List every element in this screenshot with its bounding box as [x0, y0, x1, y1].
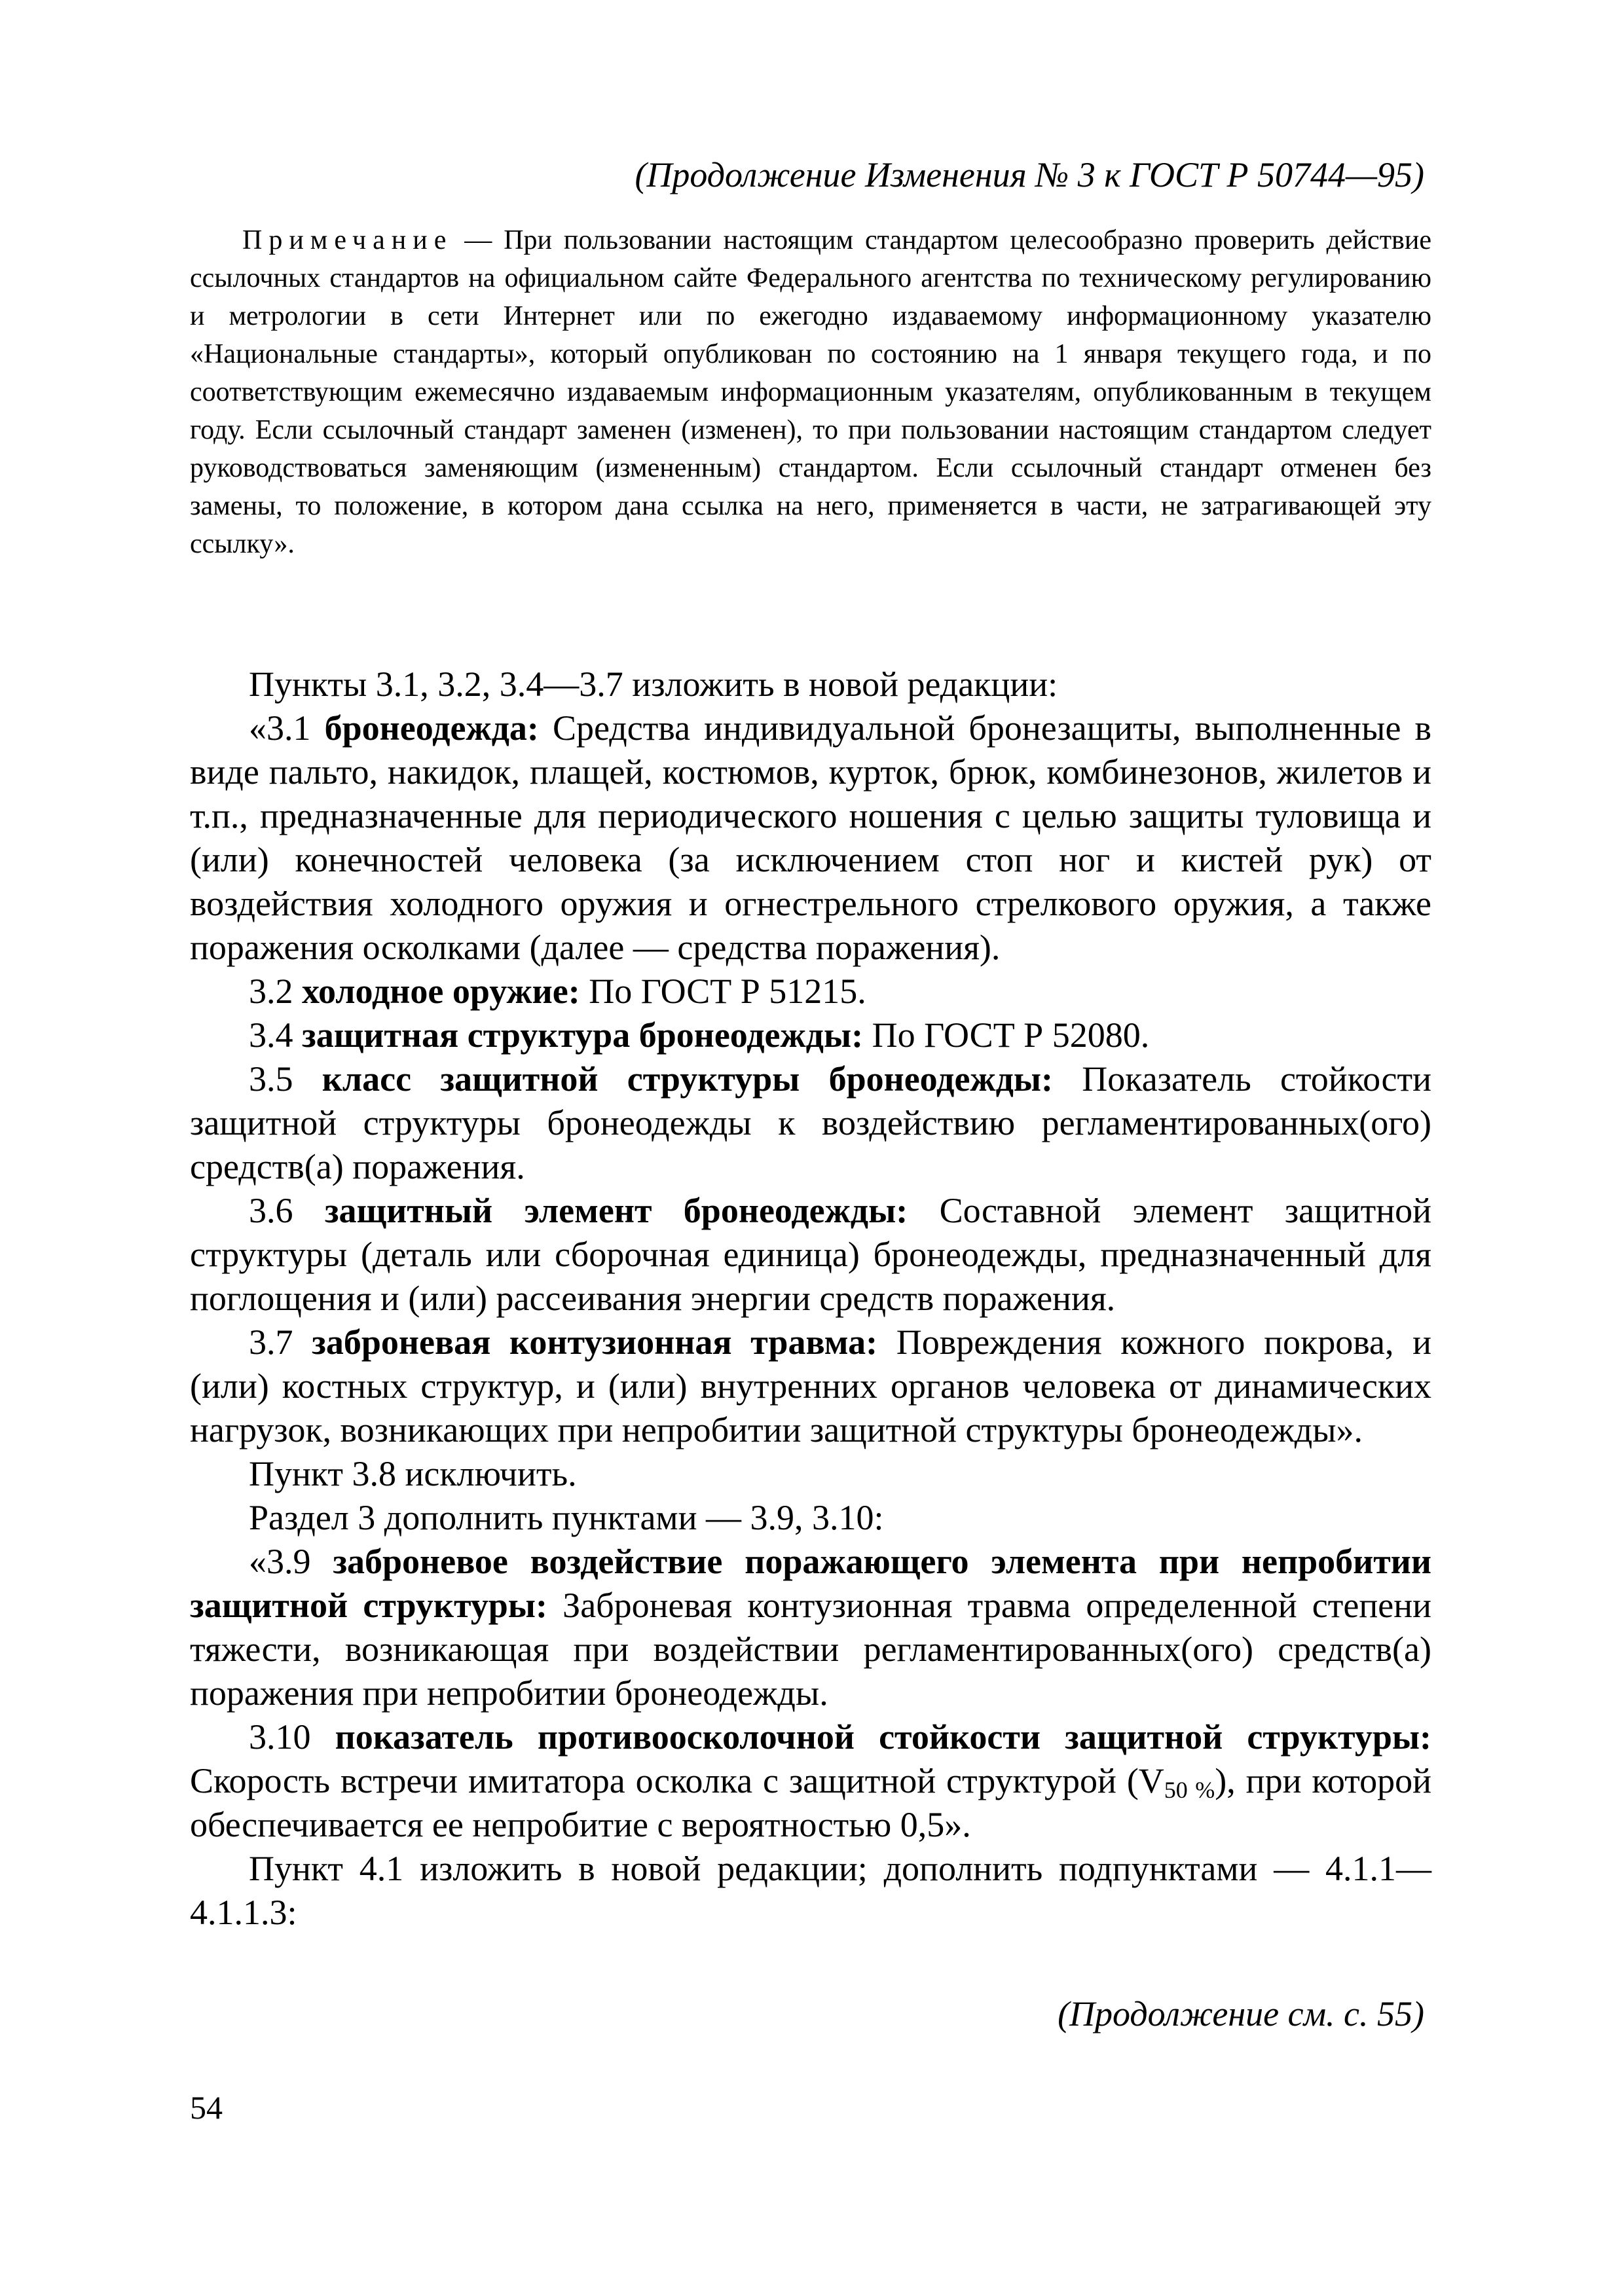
- paragraph: Пункт 3.8 исключить.: [249, 1454, 577, 1493]
- term: заброневое воздействие поражающего элемента при непробитии защитной структуры:: [190, 1542, 1432, 1625]
- note-label: Примечание: [242, 225, 453, 255]
- running-header: (Продолжение Изменения № 3 к ГОСТ Р 50744—95): [635, 155, 1424, 194]
- paragraph-3-10: 3.10 показатель противоосколочной стойкости защитной структуры: Скорость встречи имитатора осколка с защитной структурой $(V_{50 \%})$, при которой обеспечивается ее непробитие с вероятностью 0,5».: [190, 1717, 1431, 1844]
- paragraph-3-7: 3.7 заброневая контузионная травма: Повреждения кожного покрова, и (или) костных структур, и (или) внутренних органов человека от динамических нагрузок, возникающих при непробитии защитной структуры бронеодежды».: [190, 1322, 1432, 1449]
- term: защитный элемент бронеодежды:: [324, 1191, 908, 1230]
- paragraph-3-5: 3.5 класс защитной структуры бронеодежды: Показатель стойкости защитной структуры бронеодежды к воздействию регламентированных(ого) средств(а) поражения.: [190, 1059, 1431, 1186]
- term: холодное оружие:: [302, 972, 580, 1011]
- note-block: [190, 221, 1431, 563]
- term: бронеодежда:: [324, 708, 539, 748]
- paragraph: Раздел 3 дополнить пунктами — 3.9, 3.10:: [249, 1498, 884, 1537]
- paragraph-3-4: 3.4 защитная структура бронеодежды: По ГОСТ Р 52080.: [249, 1015, 1150, 1055]
- paragraph-3-9: «3.9 заброневое воздействие поражающего элемента при непробитии защитной структуры: Заброневая контузионная травма определенной степени тяжести, возникающая при воздействии регламентированных(ого) средств(а) поражения при непробитии бронеодежды.: [190, 1542, 1432, 1713]
- paragraph-3-1: «3.1 бронеодежда: Средства индивидуальной бронезащиты, выполненные в виде пальто, накидок, плащей, костюмов, курток, брюк, комбинезонов, жилетов и т.п., предназначенные для периодического ношения с целью защиты туловища и (или) конечностей человека (за исключением стоп ног и кистей рук) от воздействия холодного оружия и огнестрельного стрелкового оружия, а также поражения осколками (далее — средства поражения).: [190, 708, 1431, 967]
- subscript: 50 %: [1164, 1777, 1215, 1803]
- term: защитная структура бронеодежды:: [302, 1015, 864, 1055]
- paragraph-3-2: 3.2 холодное оружие: По ГОСТ Р 51215.: [249, 972, 866, 1011]
- paragraph-3-6: 3.6 защитный элемент бронеодежды: Составной элемент защитной структуры (деталь или сборочная единица) бронеодежды, предназначенный для поглощения и (или) рассеивания энергии средств поражения.: [190, 1191, 1432, 1318]
- continuation-footer: (Продолжение см. с. 55): [1058, 1994, 1424, 2033]
- term: показатель противоосколочной стойкости защитной структуры:: [335, 1717, 1431, 1757]
- page-number: 54: [190, 2089, 223, 2126]
- term: класс защитной структуры бронеодежды:: [322, 1059, 1054, 1099]
- note-text: — При пользовании настоящим стандартом целесообразно проверить действие ссылочных стандартов на официальном сайте Федерального агентства по техническому регулированию и метрологии в сети Интернет или по ежегодно издаваемому информационному указателю «Национальные стандарты», который опубликован по состоянию на 1 января текущего года, и по соответствующим ежемесячно издаваемым информационным указателям, опубликованным в текущем году. Если ссылочный стандарт заменен (изменен), то при пользовании настоящим стандартом следует руководствоваться заменяющим (измененным) стандартом. Если ссылочный стандарт отменен без замены, то положение, в котором дана ссылка на него, применяется в части, не затрагивающей эту ссылку».: [190, 225, 1431, 559]
- body-text: [190, 663, 1431, 1935]
- paragraph: Пункты 3.1, 3.2, 3.4—3.7 изложить в новой редакции:: [249, 665, 1058, 704]
- paragraph: Пункт 4.1 изложить в новой редакции; дополнить подпунктами — 4.1.1—4.1.1.3:: [190, 1849, 1431, 1932]
- term: заброневая контузионная травма:: [312, 1322, 878, 1362]
